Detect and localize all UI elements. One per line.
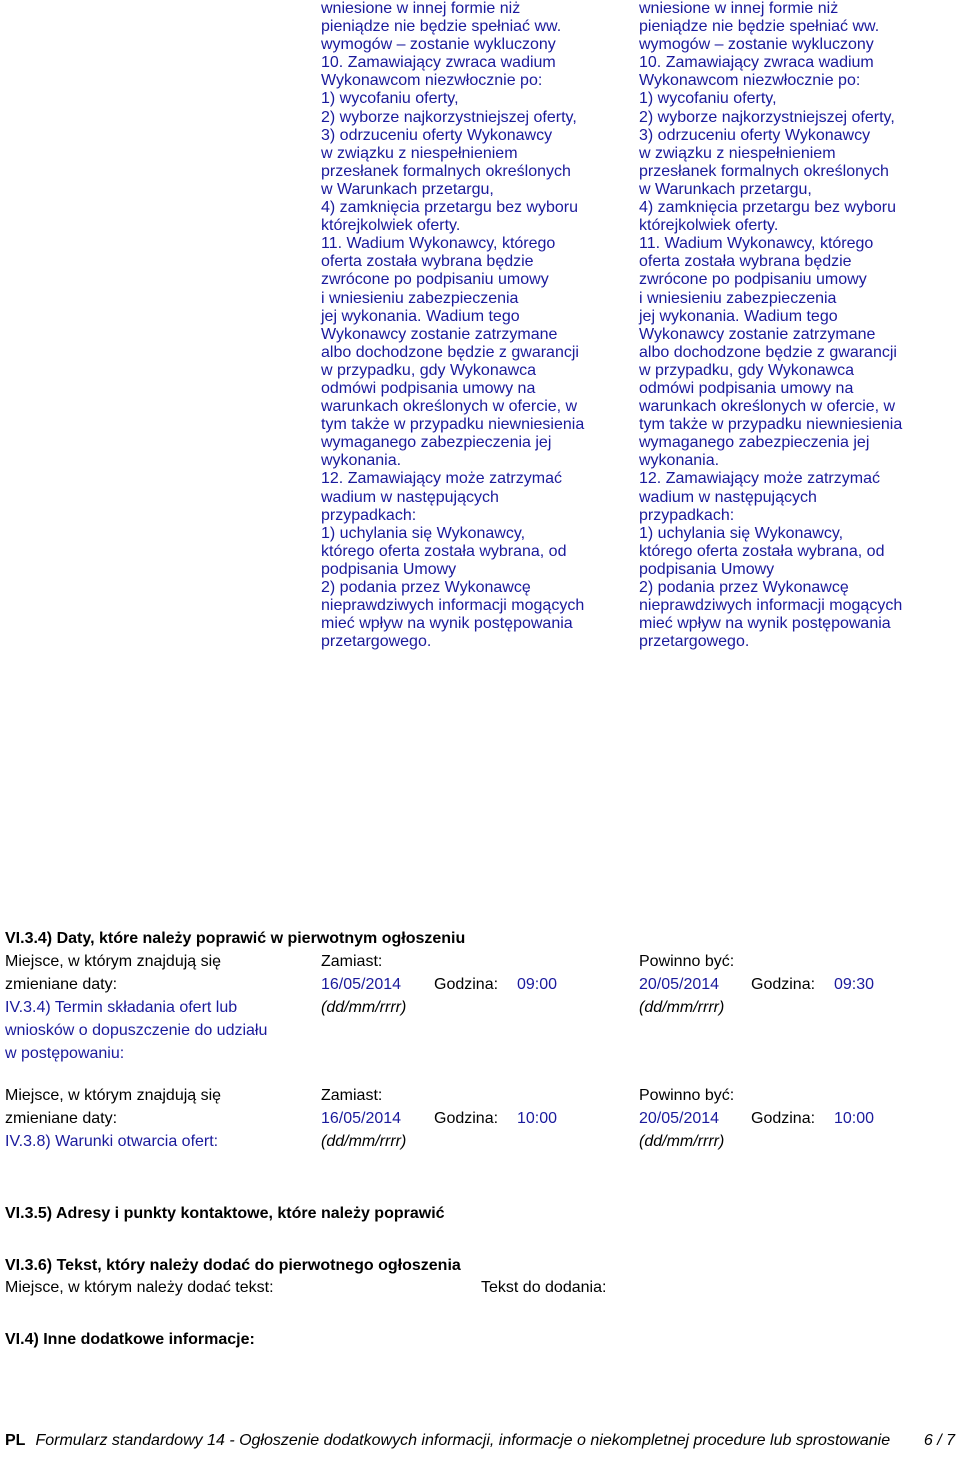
place-label-2: zmieniane daty:	[5, 976, 118, 993]
footer-language: PL	[5, 1432, 26, 1449]
add-text-label: Tekst do dodania:	[481, 1279, 607, 1296]
section-vi34-heading: VI.3.4) Daty, które należy poprawić w pierwotnym ogłoszeniu	[5, 930, 466, 947]
place-value-2: wniosków o dopuszczenie do udziału	[5, 1022, 268, 1039]
should-format: (dd/mm/rrrr)	[639, 1133, 725, 1150]
place-value-3: w postępowaniu:	[5, 1045, 125, 1062]
instead-date: 16/05/2014	[321, 1110, 402, 1127]
place-label-1: Miejsce, w którym znajdują się	[5, 953, 222, 970]
should-time-label: Godzina:	[751, 976, 816, 993]
section-vi36-heading: VI.3.6) Tekst, który należy dodać do pierwotnego ogłoszenia	[5, 1257, 461, 1274]
page-footer	[5, 1431, 955, 1450]
should-label: Powinno być:	[639, 953, 735, 970]
instead-format: (dd/mm/rrrr)	[321, 1133, 407, 1150]
right-column-text: wniesione w innej formie niż pieniądze nie będzie spełniać ww. wymogów – zostanie wykluczony 10. Zamawiający zwraca wadium Wykonawcom niezwłocznie po: 1) wycofaniu oferty, 2) wyborze najkorzystniejszej oferty, 3) odrzuceniu oferty Wykonawcy w związku z niespełnieniem przesłanek formalnych określonych w Warunkach przetargu, 4) zamknięcia przetargu bez wyboru którejkolwiek oferty. 11. Wadium Wykonawcy, którego oferta została wybrana będzie zwrócone po podpisaniu umowy i wniesieniu zabezpieczenia jej wykonania. Wadium tego Wykonawcy zostanie zatrzymane albo dochodzone będzie z gwarancji w przypadku, gdy Wykonawca odmówi podpisania umowy na warunkach określonych w ofercie, w tym także w przypadku niewniesienia wymaganego zabezpieczenia jej wykonania. 12. Zamawiający może zatrzymać wadium w następujących przypadkach: 1) uchylania się Wykonawcy, którego oferta została wybrana, od podpisania Umowy 2) podania przez Wykonawcę nieprawdziwych informacji mogących mieć wpływ na wynik postępowania przetargowego.	[639, 0, 903, 651]
should-time: 09:30	[834, 976, 875, 993]
add-place-label: Miejsce, w którym należy dodać tekst:	[5, 1279, 274, 1296]
should-format: (dd/mm/rrrr)	[639, 999, 725, 1016]
instead-time-label: Godzina:	[434, 976, 499, 993]
place-label-1: Miejsce, w którym znajdują się	[5, 1087, 222, 1104]
should-time-label: Godzina:	[751, 1110, 816, 1127]
place-value-1: IV.3.4) Termin składania ofert lub	[5, 999, 238, 1016]
instead-time-label: Godzina:	[434, 1110, 499, 1127]
should-date: 20/05/2014	[639, 1110, 720, 1127]
instead-label: Zamiast:	[321, 1087, 383, 1104]
instead-format: (dd/mm/rrrr)	[321, 999, 407, 1016]
place-value-1: IV.3.8) Warunki otwarcia ofert:	[5, 1133, 219, 1150]
should-label: Powinno być:	[639, 1087, 735, 1104]
place-label-2: zmieniane daty:	[5, 1110, 118, 1127]
footer-page-number: 6 / 7	[923, 1432, 955, 1449]
instead-time: 10:00	[517, 1110, 558, 1127]
instead-time: 09:00	[517, 976, 558, 993]
section-vi4-heading: VI.4) Inne dodatkowe informacje:	[5, 1331, 255, 1348]
section-vi35-heading: VI.3.5) Adresy i punkty kontaktowe, które należy poprawić	[5, 1205, 445, 1222]
should-date: 20/05/2014	[639, 976, 720, 993]
instead-label: Zamiast:	[321, 953, 383, 970]
should-time: 10:00	[834, 1110, 875, 1127]
instead-date: 16/05/2014	[321, 976, 402, 993]
left-column-text: wniesione w innej formie niż pieniądze nie będzie spełniać ww. wymogów – zostanie wykluczony 10. Zamawiający zwraca wadium Wykonawcom niezwłocznie po: 1) wycofaniu oferty, 2) wyborze najkorzystniejszej oferty, 3) odrzuceniu oferty Wykonawcy w związku z niespełnieniem przesłanek formalnych określonych w Warunkach przetargu, 4) zamknięcia przetargu bez wyboru którejkolwiek oferty. 11. Wadium Wykonawcy, którego oferta została wybrana będzie zwrócone po podpisaniu umowy i wniesieniu zabezpieczenia jej wykonania. Wadium tego Wykonawcy zostanie zatrzymane albo dochodzone będzie z gwarancji w przypadku, gdy Wykonawca odmówi podpisania umowy na warunkach określonych w ofercie, w tym także w przypadku niewniesienia wymaganego zabezpieczenia jej wykonania. 12. Zamawiający może zatrzymać wadium w następujących przypadkach: 1) uchylania się Wykonawcy, którego oferta została wybrana, od podpisania Umowy 2) podania przez Wykonawcę nieprawdziwych informacji mogących mieć wpływ na wynik postępowania przetargowego.	[321, 0, 585, 651]
footer-title: Formularz standardowy 14 - Ogłoszenie dodatkowych informacji, informacje o niekompletnej procedure lub sprostowanie	[35, 1432, 891, 1449]
